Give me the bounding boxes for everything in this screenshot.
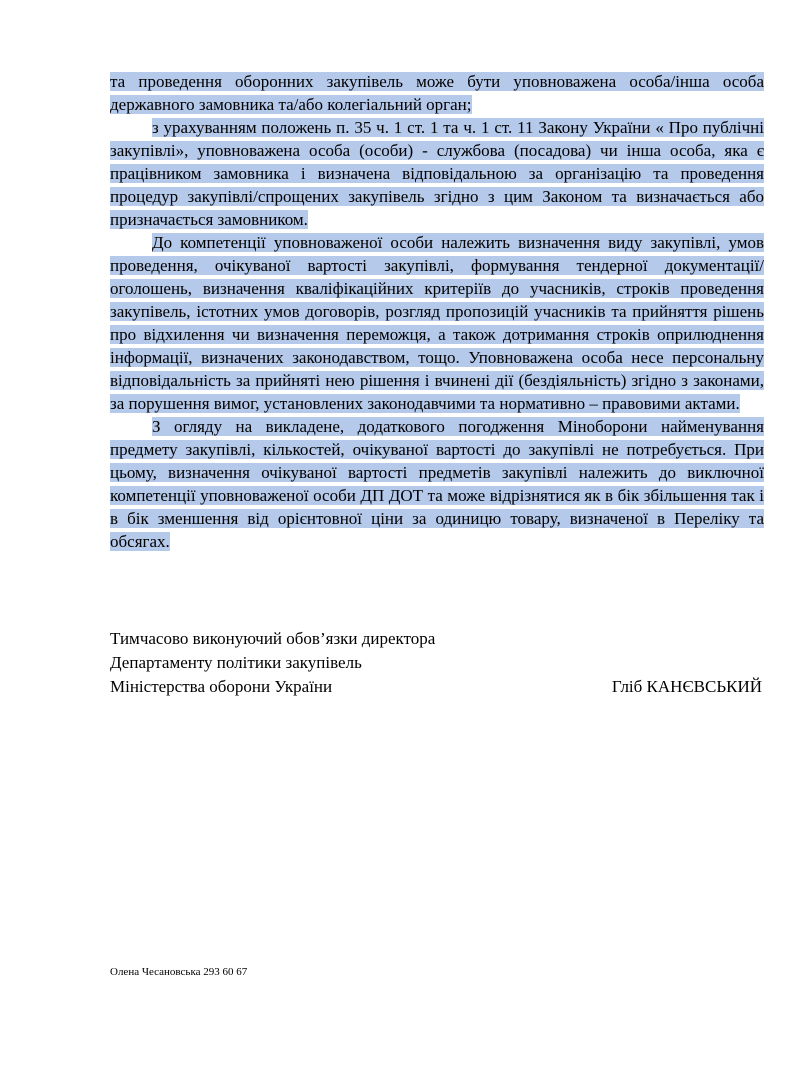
paragraph-1	[110, 70, 764, 116]
highlighted-text: та проведення оборонних закупівель може бути уповноважена особа/інша особа державного замовника та/або колегіальний орган;	[110, 72, 764, 114]
highlighted-text: З огляду на викладене, додаткового погодження Міноборони найменування предмету закупівлі, кількостей, очікуваної вартості до закупівлі не потребується. При цьому, визначення очікуваної вартості предметів закупівлі належить до виключної компетенції уповноваженої особи ДП ДОТ та може відрізнятися як в бік збільшення так і в бік зменшення від орієнтовної ціни за одиницю товару, визначеної в Переліку та обсягах.	[110, 417, 764, 551]
paragraph-3	[110, 231, 764, 415]
signature-title	[110, 627, 435, 699]
paragraph-4	[110, 415, 764, 553]
signature-title-line-1: Тимчасово виконуючий обов’язки директора	[110, 629, 436, 648]
signature-title-line-2: Департаменту політики закупівель	[110, 653, 362, 672]
signature-block	[110, 627, 764, 699]
signature-title-line-3: Міністерства оборони України	[110, 677, 333, 696]
signatory-name: Гліб КАНЄВСЬКИЙ	[611, 677, 762, 696]
highlighted-text: До компетенції уповноваженої особи належить визначення виду закупівлі, умов проведення, очікуваної вартості закупівлі, формування тендерної документації/ оголошень, визначення кваліфікаційних критеріїв до учасників, строків проведення закупівель, істотних умов договорів, розгляд пропозицій учасників та прийняття рішень про відхилення чи визначення переможця, а також дотримання строків оприлюднення інформації, визначених законодавством, тощо. Уповноважена особа несе персональну відповідальність за прийняті нею рішення і вчинені дії (бездіяльність) згідно з законами, за порушення вимог, установлених законодавчими та нормативно – правовими актами.	[110, 233, 764, 413]
highlighted-text: з урахуванням положень п. 35 ч. 1 ст. 1 та ч. 1 ст. 11 Закону України « Про публічні закупівлі», уповноважена особа (особи) - службова (посадова) чи інша особа, яка є працівником замовника і визначена відповідальною за організацію та проведення процедур закупівлі/спрощених закупівель згідно з цим Законом та визначається або призначається замовником.	[110, 118, 764, 229]
footer-contact: Олена Чесановська 293 60 67	[110, 966, 248, 978]
paragraph-2	[110, 116, 764, 231]
document-body	[110, 70, 764, 553]
